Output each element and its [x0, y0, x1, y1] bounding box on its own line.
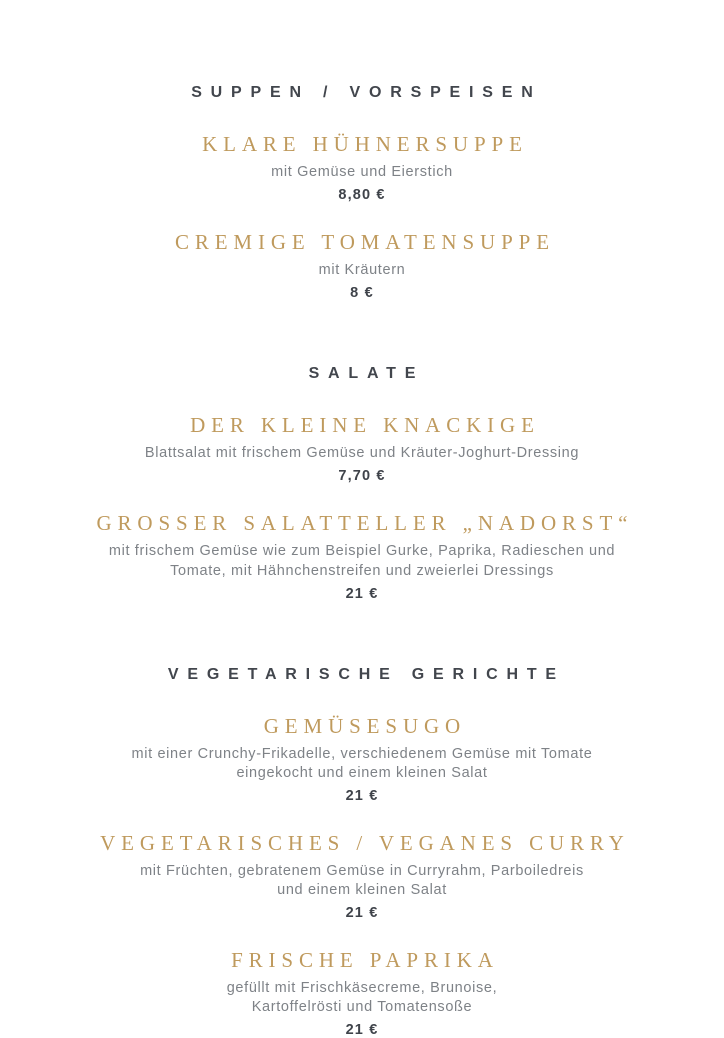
section-title: VEGETARISCHE GERICHTE — [167, 665, 565, 683]
dish-name: GEMÜSESUGO — [263, 713, 467, 738]
dish-description — [0, 163, 724, 182]
dish-price: 21 € — [345, 585, 379, 602]
menu-item-vegetarisches-veganes-curry — [0, 831, 724, 921]
menu-item-frische-paprika — [0, 948, 724, 1038]
dish-description — [0, 542, 724, 580]
dish-price: 8 € — [350, 285, 374, 302]
menu-section-suppen-vorspeisen — [0, 84, 724, 301]
dish-description-line: und einem kleinen Salat — [277, 882, 447, 898]
dish-description-line: mit einer Crunchy-Frikadelle, verschiedenem Gemüse mit Tomate — [131, 745, 593, 762]
menu-item-cremige-tomatensuppe — [0, 230, 724, 301]
dish-description-line: Tomate, mit Hähnchenstreifen und zweierlei Dressings — [170, 562, 554, 579]
menu-item-grosser-salatteller-nadorst — [0, 511, 724, 601]
dish-description — [0, 979, 724, 1017]
dish-name: KLARE HÜHNERSUPPE — [202, 132, 528, 156]
menu-section-salate — [0, 365, 724, 601]
menu-item-der-kleine-knackige — [0, 413, 724, 484]
dish-price: 21 € — [345, 905, 379, 922]
menu-section-vegetarische-gerichte — [0, 666, 724, 1038]
dish-description-line: mit frischem Gemüse wie zum Beispiel Gurke, Paprika, Radieschen und — [108, 543, 616, 560]
dish-name: GROSSER SALATTELLER „NADORST“ — [96, 511, 634, 536]
dish-description-line: gefüllt mit Frischkäsecreme, Brunoise, — [226, 980, 498, 997]
dish-name: DER KLEINE KNACKIGE — [190, 413, 540, 438]
dish-price: 7,70 € — [338, 468, 386, 485]
dish-description — [0, 745, 724, 783]
dish-description-line: Kartoffelrösti und Tomatensoße — [251, 999, 473, 1016]
dish-description-line: mit Gemüse und Eierstich — [271, 164, 453, 180]
dish-description — [0, 444, 724, 463]
dish-description-line: mit Früchten, gebratenem Gemüse in Curryrahm, Parboiledreis — [140, 862, 584, 879]
section-title: SALATE — [308, 365, 425, 383]
dish-description-line: Blattsalat mit frischem Gemüse und Kräuter-Joghurt-Dressing — [144, 445, 580, 462]
dish-description — [0, 862, 724, 900]
menu-item-klare-huehnersuppe — [0, 132, 724, 203]
menu-item-gemuesesugo — [0, 714, 724, 804]
dish-price: 21 € — [345, 787, 379, 804]
dish-name: CREMIGE TOMATENSUPPE — [174, 230, 555, 255]
dish-description-line: eingekocht und einem kleinen Salat — [236, 764, 488, 781]
dish-description — [0, 261, 724, 280]
dish-name: FRISCHE PAPRIKA — [231, 948, 499, 973]
dish-price: 8,80 € — [338, 187, 386, 204]
dish-name: VEGETARISCHES / VEGANES CURRY — [100, 830, 630, 855]
dish-description-line: mit Kräutern — [318, 262, 406, 279]
section-title: SUPPEN / VORSPEISEN — [191, 84, 542, 101]
dish-price: 21 € — [345, 1022, 379, 1038]
